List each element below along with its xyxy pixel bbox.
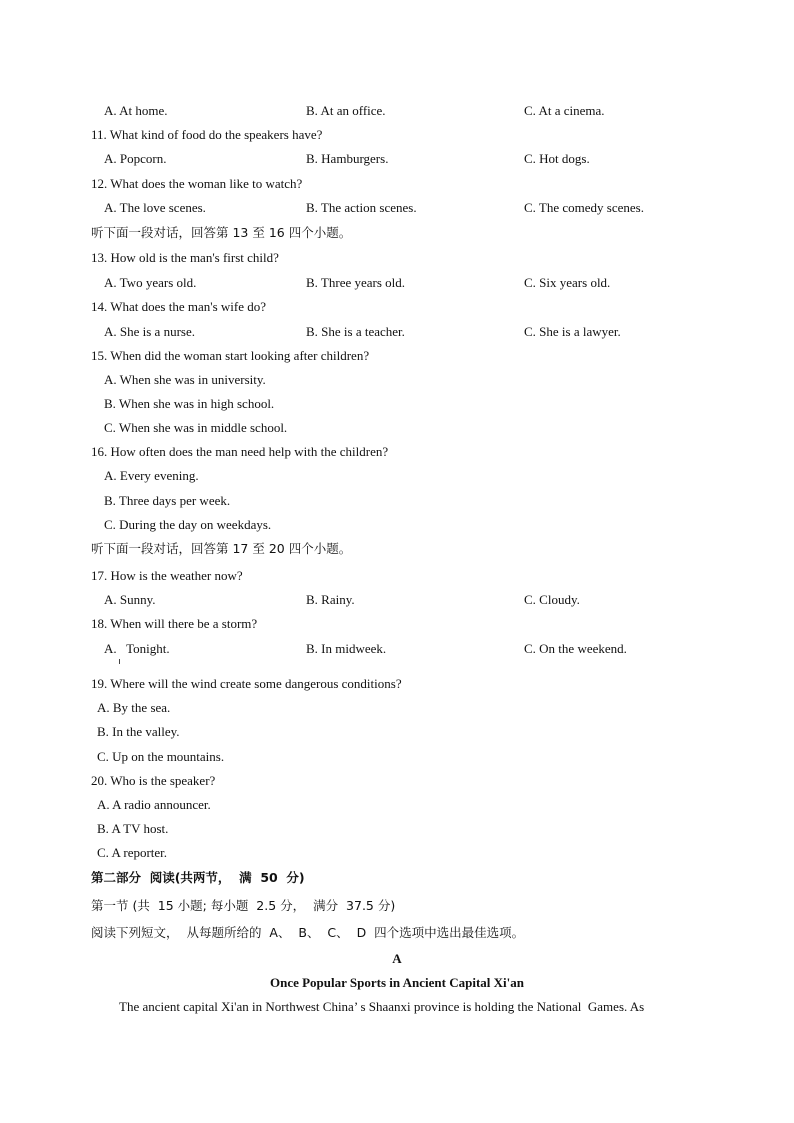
option-b: B. In midweek. <box>306 641 387 656</box>
option-c: C. When she was in middle school. <box>104 420 288 435</box>
instruction-17-20: 听下面一段对话，回答第 17 至 20 四个小题。 <box>91 541 352 556</box>
question-13: 13. How old is the man's first child? <box>91 250 279 265</box>
question-14: 14. What does the man's wife do? <box>91 299 267 314</box>
question-15: 15. When did the woman start looking after children? <box>91 348 370 363</box>
option-a: A. At home. <box>104 103 168 118</box>
section-one-title: 第一节 (共 15 小题; 每小题 2.5 分， 满分 37.5 分) <box>91 898 396 913</box>
option-a: A. Two years old. <box>104 275 197 290</box>
option-a: A. Popcorn. <box>104 151 167 166</box>
question-17: 17. How is the weather now? <box>91 568 243 583</box>
option-b: B. Three days per week. <box>104 493 231 508</box>
option-a: A. She is a nurse. <box>104 324 195 339</box>
option-c: C. Hot dogs. <box>524 151 590 166</box>
option-b: B. A TV host. <box>97 821 169 836</box>
question-18: 18. When will there be a storm? <box>91 616 258 631</box>
option-a: A. A radio announcer. <box>97 797 211 812</box>
stray-mark <box>119 659 120 664</box>
option-a: A. Every evening. <box>104 468 199 483</box>
option-b: B. She is a teacher. <box>306 324 405 339</box>
option-b: B. In the valley. <box>97 724 180 739</box>
option-b: B. At an office. <box>306 103 386 118</box>
instruction-13-16: 听下面一段对话，回答第 13 至 16 四个小题。 <box>91 225 352 240</box>
option-b: B. The action scenes. <box>306 200 417 215</box>
question-11: 11. What kind of food do the speakers have? <box>91 127 323 142</box>
option-c: C. During the day on weekdays. <box>104 517 272 532</box>
option-c: C. Six years old. <box>524 275 611 290</box>
option-c: C. Up on the mountains. <box>97 749 225 764</box>
option-c: C. The comedy scenes. <box>524 200 644 215</box>
part-two-title: 第二部分 阅读(共两节， 满 50 分) <box>91 870 305 885</box>
question-16: 16. How often does the man need help with the children? <box>91 444 389 459</box>
option-c: C. Cloudy. <box>524 592 580 607</box>
reading-instruction: 阅读下列短文， 从每题所给的 A、 B、 C、 D 四个选项中选出最佳选项。 <box>91 925 525 940</box>
option-a: A. Sunny. <box>104 592 156 607</box>
option-b: B. Three years old. <box>306 275 406 290</box>
option-b: B. Rainy. <box>306 592 355 607</box>
option-c: C. She is a lawyer. <box>524 324 621 339</box>
option-c: C. At a cinema. <box>524 103 605 118</box>
question-12: 12. What does the woman like to watch? <box>91 176 303 191</box>
option-a: A. When she was in university. <box>104 372 266 387</box>
option-b: B. When she was in high school. <box>104 396 275 411</box>
passage-letter: A <box>392 951 402 966</box>
option-a: A. The love scenes. <box>104 200 206 215</box>
passage-title: Once Popular Sports in Ancient Capital Xi'an <box>269 975 524 990</box>
option-c: C. On the weekend. <box>524 641 627 656</box>
option-a: A. By the sea. <box>97 700 171 715</box>
question-20: 20. Who is the speaker? <box>91 773 216 788</box>
passage-text: The ancient capital Xi'an in Northwest China’ s Shaanxi province is holding the National Games. As <box>119 999 645 1014</box>
option-c: C. A reporter. <box>97 845 168 860</box>
option-a: A. Tonight. <box>104 641 170 656</box>
option-b: B. Hamburgers. <box>306 151 389 166</box>
question-19: 19. Where will the wind create some dangerous conditions? <box>91 676 402 691</box>
